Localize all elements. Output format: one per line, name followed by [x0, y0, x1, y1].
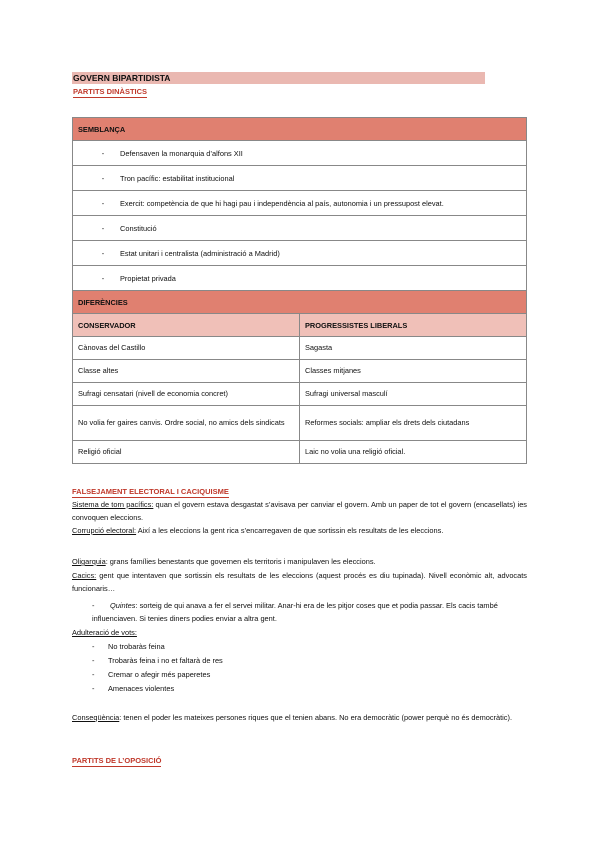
term-oligarquia: Oligarquia — [72, 557, 106, 566]
bullet-dash: - — [101, 173, 105, 183]
paragraph-corrupcio — [72, 525, 527, 538]
text-cacics: gent que intentaven que sortissin els resultats de les eleccions (aquest procés es diu tupinada). Nivell econòmic alt, advocats funcionaris… — [72, 571, 527, 593]
table-column-headers — [73, 314, 527, 337]
text-consequencia: : tenen el poder les mateixes persones riques que el tenien abans. No era democràtic (power perquè no és democràtic). — [119, 713, 513, 722]
bullet-dash: - — [101, 148, 105, 158]
semblanca-item: Defensaven la monarquia d’alfons XII — [120, 148, 243, 158]
paragraph-oligarquia — [72, 556, 527, 569]
bullet-dash: - — [101, 248, 105, 258]
table-cell: Classe altes — [73, 360, 300, 383]
semblanca-header: SEMBLANÇA — [73, 118, 527, 141]
falsejament-title: FALSEJAMENT ELECTORAL I CACIQUISME — [72, 487, 229, 496]
table-row — [73, 241, 527, 266]
paragraph-sistema — [72, 499, 527, 524]
table-cell: Sufragi censatari (nivell de economia concret) — [73, 383, 300, 406]
bullet-dash: - — [92, 670, 95, 679]
paragraph-consequencia — [72, 712, 527, 725]
bullet-dash: - — [101, 223, 105, 233]
table-row — [73, 360, 527, 383]
diferencies-header: DIFERÈNCIES — [73, 291, 527, 314]
table-cell: Religió oficial — [73, 441, 300, 464]
list-item — [92, 641, 165, 654]
text-quintes: : sorteig de qui anava a fer el servei militar. Anar-hi era de les pitjor coses que et podia passar. Els cacis també influenciaven. Si tenies diners podies enviar a altra gent. — [92, 601, 498, 623]
vote-item-text: Amenaces violentes — [108, 684, 175, 693]
table-cell: No volia fer gaires canvis. Ordre social, no amics dels sindicats — [73, 406, 300, 441]
table-cell: Sagasta — [300, 337, 527, 360]
semblanca-item: Propietat privada — [120, 273, 176, 283]
vote-item-text: Cremar o afegir més paperetes — [108, 670, 211, 679]
column-header-conservador: CONSERVADOR — [73, 314, 300, 337]
list-item — [92, 655, 223, 668]
table-row — [73, 191, 527, 216]
table-row — [73, 383, 527, 406]
text-corrupcio: Així a les eleccions la gent rica s’encarregaven de que sortissin els resultats de les eleccions. — [136, 526, 444, 535]
document-title: GOVERN BIPARTIDISTA — [72, 72, 485, 84]
list-item — [92, 683, 174, 696]
table-section-header — [73, 291, 527, 314]
bullet-dash: - — [92, 684, 95, 693]
section-subtitle: PARTITS DINÀSTICS — [73, 87, 148, 96]
term-cacics: Cacics: — [72, 571, 97, 580]
table-cell: Classes mitjanes — [300, 360, 527, 383]
term-consequencia: Conseqüència — [72, 713, 120, 722]
table-row — [73, 141, 527, 166]
vote-item-text: No trobaràs feina — [108, 642, 165, 651]
table-cell: Sufragi universal masculí — [300, 383, 527, 406]
table-row — [73, 166, 527, 191]
bullet-dash: - — [101, 198, 105, 208]
paragraph-cacics — [72, 570, 527, 595]
table-row — [73, 441, 527, 464]
bullet-dash: - — [92, 656, 95, 665]
adulteracio-heading — [72, 627, 527, 640]
list-item-quintes — [92, 600, 527, 625]
list-item — [92, 669, 210, 682]
term-sistema: Sistema de torn pacífics: — [72, 500, 154, 509]
table-row — [73, 337, 527, 360]
bullet-dash: - — [92, 642, 95, 651]
oposicio-title: PARTITS DE L’OPOSICIÓ — [72, 756, 162, 765]
vote-item-text: Trobaràs feina i no et faltarà de res — [108, 656, 223, 665]
bullet-dash: - — [101, 273, 105, 283]
text-oligarquia: : grans famílies benestants que governen els territoris i manipulaven les eleccions. — [105, 557, 376, 566]
table-row — [73, 216, 527, 241]
table-cell: Cànovas del Castillo — [73, 337, 300, 360]
table-cell: Laic no volia una religió oficial. — [300, 441, 527, 464]
semblanca-item: Exercit: competència de que hi hagi pau i independència al país, autonomia i un pressupost elevat. — [120, 198, 444, 208]
text-sistema: quan el govern estava desgastat s’avisava per canviar el govern. Amb un paper de tot el govern (encasellats) ies convoquen eleccions. — [72, 500, 527, 522]
table-section-header — [73, 118, 527, 141]
table-row — [73, 266, 527, 291]
term-quintes: Quintes — [110, 601, 136, 610]
table-row — [73, 406, 527, 441]
table-cell: Reformes socials: ampliar els drets dels ciutadans — [300, 406, 527, 441]
column-header-progressistes: PROGRESSISTES LIBERALS — [300, 314, 527, 337]
comparison-table — [72, 117, 527, 464]
semblanca-item: Tron pacífic: estabilitat institucional — [120, 173, 235, 183]
semblanca-item: Constitució — [120, 223, 157, 233]
bullet-dash: - — [92, 601, 95, 610]
adulteracio-title: Adulteració de vots: — [72, 628, 137, 637]
semblanca-item: Estat unitari i centralista (administració a Madrid) — [120, 248, 280, 258]
term-corrupcio: Corrupció electoral: — [72, 526, 137, 535]
